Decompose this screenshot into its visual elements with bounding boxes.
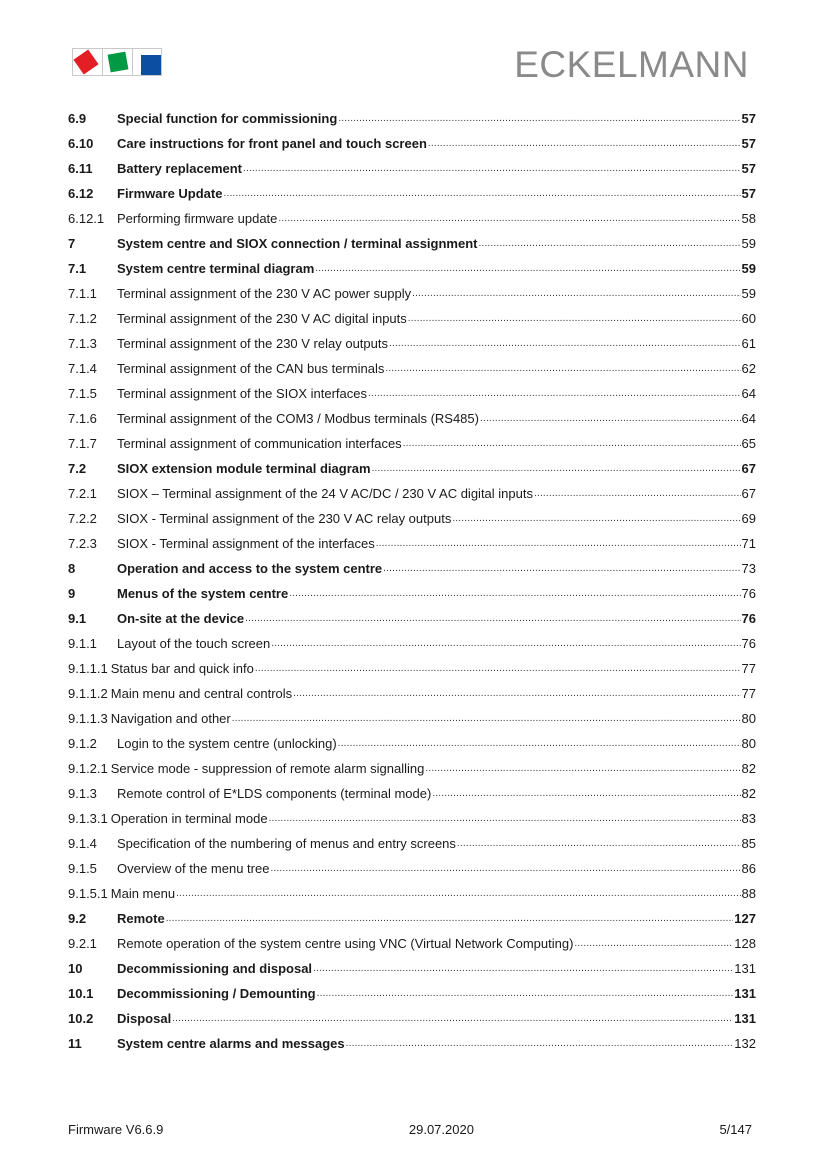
toc-entry[interactable] xyxy=(68,1031,756,1056)
dot-leader xyxy=(243,156,741,181)
page-footer xyxy=(68,1122,752,1137)
toc-entry-number: 6.12 xyxy=(68,186,94,201)
toc-entry-title[interactable]: On-site at the device xyxy=(117,611,245,626)
toc-entry-page[interactable]: 59 xyxy=(741,236,756,251)
toc-entry-number: 9.1.1.3 xyxy=(68,711,108,726)
dot-leader xyxy=(223,181,740,206)
toc-entry-page[interactable]: 132 xyxy=(734,1036,756,1051)
toc-entry-number: 9.1.2.1 xyxy=(68,761,108,776)
toc-entry-number: 9.1.1 xyxy=(68,636,97,651)
toc-entry-title[interactable]: SIOX – Terminal assignment of the 24 V AC/DC / 230 V AC digital inputs xyxy=(117,486,533,501)
toc-entry[interactable] xyxy=(68,206,756,231)
dot-leader xyxy=(317,981,734,1006)
dot-leader xyxy=(368,381,741,406)
table-of-contents xyxy=(68,106,756,1056)
toc-entry[interactable] xyxy=(68,406,756,431)
dot-leader xyxy=(338,106,740,131)
toc-entry[interactable] xyxy=(68,931,756,956)
toc-entry-page[interactable]: 57 xyxy=(741,136,756,151)
toc-entry-number: 7.1.4 xyxy=(68,361,97,376)
toc-entry-title[interactable]: Terminal assignment of the 230 V relay outputs xyxy=(117,336,388,351)
toc-entry[interactable] xyxy=(68,156,756,181)
toc-entry-page[interactable]: 57 xyxy=(741,111,756,126)
toc-entry-title[interactable]: Remote operation of the system centre using VNC (Virtual Network Computing) xyxy=(117,936,574,951)
toc-entry-number: 9.1.4 xyxy=(68,836,97,851)
dot-leader xyxy=(293,681,740,706)
dot-leader xyxy=(346,1031,734,1056)
toc-entry-page[interactable]: 85 xyxy=(741,836,756,851)
toc-entry[interactable] xyxy=(68,781,756,806)
toc-entry-page[interactable]: 76 xyxy=(741,586,756,601)
toc-entry-number: 7.1.5 xyxy=(68,386,97,401)
toc-entry-title[interactable]: Terminal assignment of the 230 V AC power supply xyxy=(117,286,412,301)
dot-leader xyxy=(479,231,741,256)
toc-entry-number: 9.1.3 xyxy=(68,786,97,801)
toc-entry-title[interactable]: Special function for commissioning xyxy=(117,111,338,126)
toc-entry[interactable] xyxy=(68,731,756,756)
dot-leader xyxy=(166,906,734,931)
toc-entry[interactable] xyxy=(68,806,756,831)
toc-entry[interactable] xyxy=(68,181,756,206)
dot-leader xyxy=(271,631,740,656)
toc-entry-title[interactable]: Operation and access to the system centre xyxy=(117,561,383,576)
toc-entry-page[interactable]: 86 xyxy=(741,861,756,876)
dot-leader xyxy=(176,881,740,906)
toc-entry-title[interactable]: System centre alarms and messages xyxy=(117,1036,345,1051)
toc-entry-title[interactable]: Disposal xyxy=(117,1011,172,1026)
toc-entry[interactable] xyxy=(68,606,756,631)
eckelmann-logo-mark xyxy=(72,48,168,78)
dot-leader xyxy=(315,256,740,281)
toc-entry-number: 7.1.3 xyxy=(68,336,97,351)
toc-entry-title[interactable]: Remote control of E*LDS components (terminal mode) xyxy=(117,786,432,801)
dot-leader xyxy=(338,731,741,756)
toc-entry-number: 10.2 xyxy=(68,1011,94,1026)
toc-entry-page[interactable]: 57 xyxy=(741,161,756,176)
footer-firmware-version: Firmware V6.6.9 xyxy=(68,1122,164,1137)
toc-entry-title[interactable]: Specification of the numbering of menus and entry screens xyxy=(117,836,456,851)
dot-leader xyxy=(245,606,740,631)
toc-entry-page[interactable]: 76 xyxy=(741,636,756,651)
toc-entry-page[interactable]: 64 xyxy=(741,386,756,401)
toc-entry[interactable] xyxy=(68,331,756,356)
footer-page-number: 5/147 xyxy=(719,1122,752,1137)
toc-entry[interactable] xyxy=(68,106,756,131)
toc-entry[interactable] xyxy=(68,1006,756,1031)
dot-leader xyxy=(480,406,741,431)
toc-entry-title[interactable]: Menus of the system centre xyxy=(117,586,289,601)
toc-entry-number: 7.2.3 xyxy=(68,536,97,551)
toc-entry-number: 6.11 xyxy=(68,161,93,176)
dot-leader xyxy=(313,956,733,981)
dot-leader xyxy=(574,931,733,956)
toc-entry-title[interactable]: Terminal assignment of the SIOX interfaces xyxy=(117,386,368,401)
toc-entry-number: 9.1 xyxy=(68,611,87,626)
toc-entry-title[interactable]: Decommissioning / Demounting xyxy=(117,986,316,1001)
toc-entry[interactable] xyxy=(68,356,756,381)
toc-entry-number: 9.1.1.2 xyxy=(68,686,108,701)
toc-entry-page[interactable]: 67 xyxy=(741,461,756,476)
toc-entry[interactable] xyxy=(68,656,756,681)
toc-entry[interactable] xyxy=(68,631,756,656)
toc-entry-number: 6.9 xyxy=(68,111,87,126)
toc-entry[interactable] xyxy=(68,881,756,906)
dot-leader xyxy=(372,456,741,481)
toc-entry-page[interactable]: 61 xyxy=(741,336,756,351)
toc-entry-page[interactable]: 64 xyxy=(741,411,756,426)
dot-leader xyxy=(383,556,740,581)
toc-entry-number: 6.12.1 xyxy=(68,211,105,226)
dot-leader xyxy=(432,781,740,806)
toc-entry[interactable] xyxy=(68,281,756,306)
toc-entry-number: 7.1.2 xyxy=(68,311,97,326)
logo-cell-blue xyxy=(132,48,162,76)
toc-entry-page[interactable]: 127 xyxy=(734,911,756,926)
dot-leader xyxy=(278,206,740,231)
toc-entry[interactable] xyxy=(68,581,756,606)
toc-entry-page[interactable]: 128 xyxy=(734,936,756,951)
dot-leader xyxy=(172,1006,733,1031)
dot-leader xyxy=(534,481,741,506)
toc-entry-page[interactable]: 83 xyxy=(741,811,756,826)
dot-leader xyxy=(270,856,740,881)
dot-leader xyxy=(452,506,740,531)
toc-entry-number: 7.1.6 xyxy=(68,411,97,426)
toc-entry-number: 9.2.1 xyxy=(68,936,97,951)
toc-entry-title[interactable]: Terminal assignment of the CAN bus terminals xyxy=(117,361,385,376)
toc-entry-title[interactable]: SIOX - Terminal assignment of the 230 V AC relay outputs xyxy=(117,511,452,526)
toc-entry-title[interactable]: Decommissioning and disposal xyxy=(117,961,313,976)
toc-entry-page[interactable]: 62 xyxy=(741,361,756,376)
toc-entry[interactable] xyxy=(68,431,756,456)
toc-entry-number: 9.2 xyxy=(68,911,87,926)
toc-entry[interactable] xyxy=(68,681,756,706)
dot-leader xyxy=(389,331,741,356)
toc-entry[interactable] xyxy=(68,131,756,156)
dot-leader xyxy=(232,706,741,731)
toc-entry-number: 10.1 xyxy=(68,986,94,1001)
toc-entry-title[interactable]: Battery replacement xyxy=(117,161,242,176)
toc-entry[interactable] xyxy=(68,956,756,981)
toc-entry-number: 9.1.2 xyxy=(68,736,97,751)
toc-entry[interactable] xyxy=(68,231,756,256)
toc-entry[interactable] xyxy=(68,756,756,781)
toc-entry-page[interactable]: 131 xyxy=(734,986,756,1001)
toc-entry[interactable] xyxy=(68,706,756,731)
toc-entry-number: 9 xyxy=(68,586,76,601)
toc-entry-number: 7.2.1 xyxy=(68,486,97,501)
dot-leader xyxy=(412,281,740,306)
toc-entry-title[interactable]: SIOX extension module terminal diagram xyxy=(117,461,371,476)
toc-entry-page[interactable]: 67 xyxy=(741,486,756,501)
toc-entry-title[interactable]: System centre terminal diagram xyxy=(117,261,315,276)
toc-entry-number: 9.1.5.1 xyxy=(68,886,108,901)
toc-entry-title[interactable]: Terminal assignment of the 230 V AC digital inputs xyxy=(117,311,407,326)
toc-entry-page[interactable]: 69 xyxy=(741,511,756,526)
toc-entry-number: 7.2.2 xyxy=(68,511,97,526)
toc-entry-page[interactable]: 58 xyxy=(741,211,756,226)
toc-entry-page[interactable]: 82 xyxy=(741,761,756,776)
toc-entry-number: 8 xyxy=(68,561,76,576)
toc-entry-number: 7.1 xyxy=(68,261,87,276)
brand-wordmark: ECKELMANN xyxy=(514,44,749,85)
toc-entry-title[interactable]: Terminal assignment of communication interfaces xyxy=(117,436,402,451)
toc-entry-number: 9.1.1.1 xyxy=(68,661,108,676)
toc-entry[interactable] xyxy=(68,981,756,1006)
toc-entry-title[interactable]: Care instructions for front panel and touch screen xyxy=(117,136,427,151)
toc-entry-page[interactable]: 80 xyxy=(741,736,756,751)
toc-entry-page[interactable]: 131 xyxy=(734,1011,756,1026)
toc-entry-title[interactable]: Remote xyxy=(117,911,165,926)
toc-entry-page[interactable]: 77 xyxy=(741,686,756,701)
dot-leader xyxy=(425,756,740,781)
logo-cell-green xyxy=(102,48,132,76)
toc-entry-title[interactable]: Main menu xyxy=(110,886,176,901)
toc-entry-number: 7.1.7 xyxy=(68,436,97,451)
toc-entry-page[interactable]: 59 xyxy=(741,261,756,276)
toc-entry-title[interactable]: Firmware Update xyxy=(117,186,223,201)
toc-entry-title[interactable]: System centre and SIOX connection / terminal assignment xyxy=(117,236,478,251)
dot-leader xyxy=(403,431,741,456)
toc-entry-number: 9.1.5 xyxy=(68,861,97,876)
toc-entry-title[interactable]: Status bar and quick info xyxy=(110,661,254,676)
toc-entry-title[interactable]: Navigation and other xyxy=(110,711,231,726)
toc-entry[interactable] xyxy=(68,256,756,281)
footer-date: 29.07.2020 xyxy=(408,1122,474,1137)
green-diamond-icon xyxy=(108,52,129,73)
toc-entry[interactable] xyxy=(68,856,756,881)
toc-entry-number: 10 xyxy=(68,961,83,976)
toc-entry-page[interactable]: 80 xyxy=(741,711,756,726)
toc-entry-title[interactable]: Service mode - suppression of remote alarm signalling xyxy=(110,761,425,776)
toc-entry-page[interactable]: 65 xyxy=(741,436,756,451)
dot-leader xyxy=(408,306,741,331)
toc-entry[interactable] xyxy=(68,531,756,556)
toc-entry-page[interactable]: 73 xyxy=(741,561,756,576)
toc-entry-title[interactable]: Operation in terminal mode xyxy=(110,811,268,826)
toc-entry-page[interactable]: 82 xyxy=(741,786,756,801)
toc-entry-number: 7 xyxy=(68,236,76,251)
toc-entry[interactable] xyxy=(68,481,756,506)
toc-entry-page[interactable]: 76 xyxy=(741,611,756,626)
dot-leader xyxy=(289,581,740,606)
toc-entry-title[interactable]: Layout of the touch screen xyxy=(117,636,271,651)
toc-entry-page[interactable]: 88 xyxy=(741,886,756,901)
toc-entry[interactable] xyxy=(68,456,756,481)
dot-leader xyxy=(457,831,741,856)
red-diamond-icon xyxy=(73,49,98,74)
toc-entry[interactable] xyxy=(68,831,756,856)
dot-leader xyxy=(376,531,741,556)
toc-entry[interactable] xyxy=(68,306,756,331)
toc-entry-title[interactable]: Login to the system centre (unlocking) xyxy=(117,736,337,751)
toc-entry[interactable] xyxy=(68,556,756,581)
dot-leader xyxy=(255,656,741,681)
dot-leader xyxy=(385,356,740,381)
toc-entry-title[interactable]: Overview of the menu tree xyxy=(117,861,270,876)
dot-leader xyxy=(428,131,741,156)
toc-entry-number: 7.2 xyxy=(68,461,87,476)
toc-entry-title[interactable]: SIOX - Terminal assignment of the interfaces xyxy=(117,536,375,551)
toc-entry-page[interactable]: 57 xyxy=(741,186,756,201)
toc-entry-number: 7.1.1 xyxy=(68,286,97,301)
logo-cell-red xyxy=(72,48,102,76)
toc-entry-number: 6.10 xyxy=(68,136,94,151)
toc-entry-number: 11 xyxy=(68,1036,82,1051)
toc-entry-page[interactable]: 77 xyxy=(741,661,756,676)
toc-entry-page[interactable]: 131 xyxy=(734,961,756,976)
toc-entry-title[interactable]: Terminal assignment of the COM3 / Modbus terminals (RS485) xyxy=(117,411,479,426)
toc-entry[interactable] xyxy=(68,381,756,406)
toc-entry-page[interactable]: 60 xyxy=(741,311,756,326)
toc-entry-page[interactable]: 71 xyxy=(741,536,756,551)
dot-leader xyxy=(269,806,741,831)
toc-entry-number: 9.1.3.1 xyxy=(68,811,108,826)
toc-entry-page[interactable]: 59 xyxy=(741,286,756,301)
toc-entry[interactable] xyxy=(68,906,756,931)
toc-entry-title[interactable]: Performing firmware update xyxy=(117,211,278,226)
toc-entry-title[interactable]: Main menu and central controls xyxy=(110,686,293,701)
toc-entry[interactable] xyxy=(68,506,756,531)
blue-square-icon xyxy=(141,55,161,75)
